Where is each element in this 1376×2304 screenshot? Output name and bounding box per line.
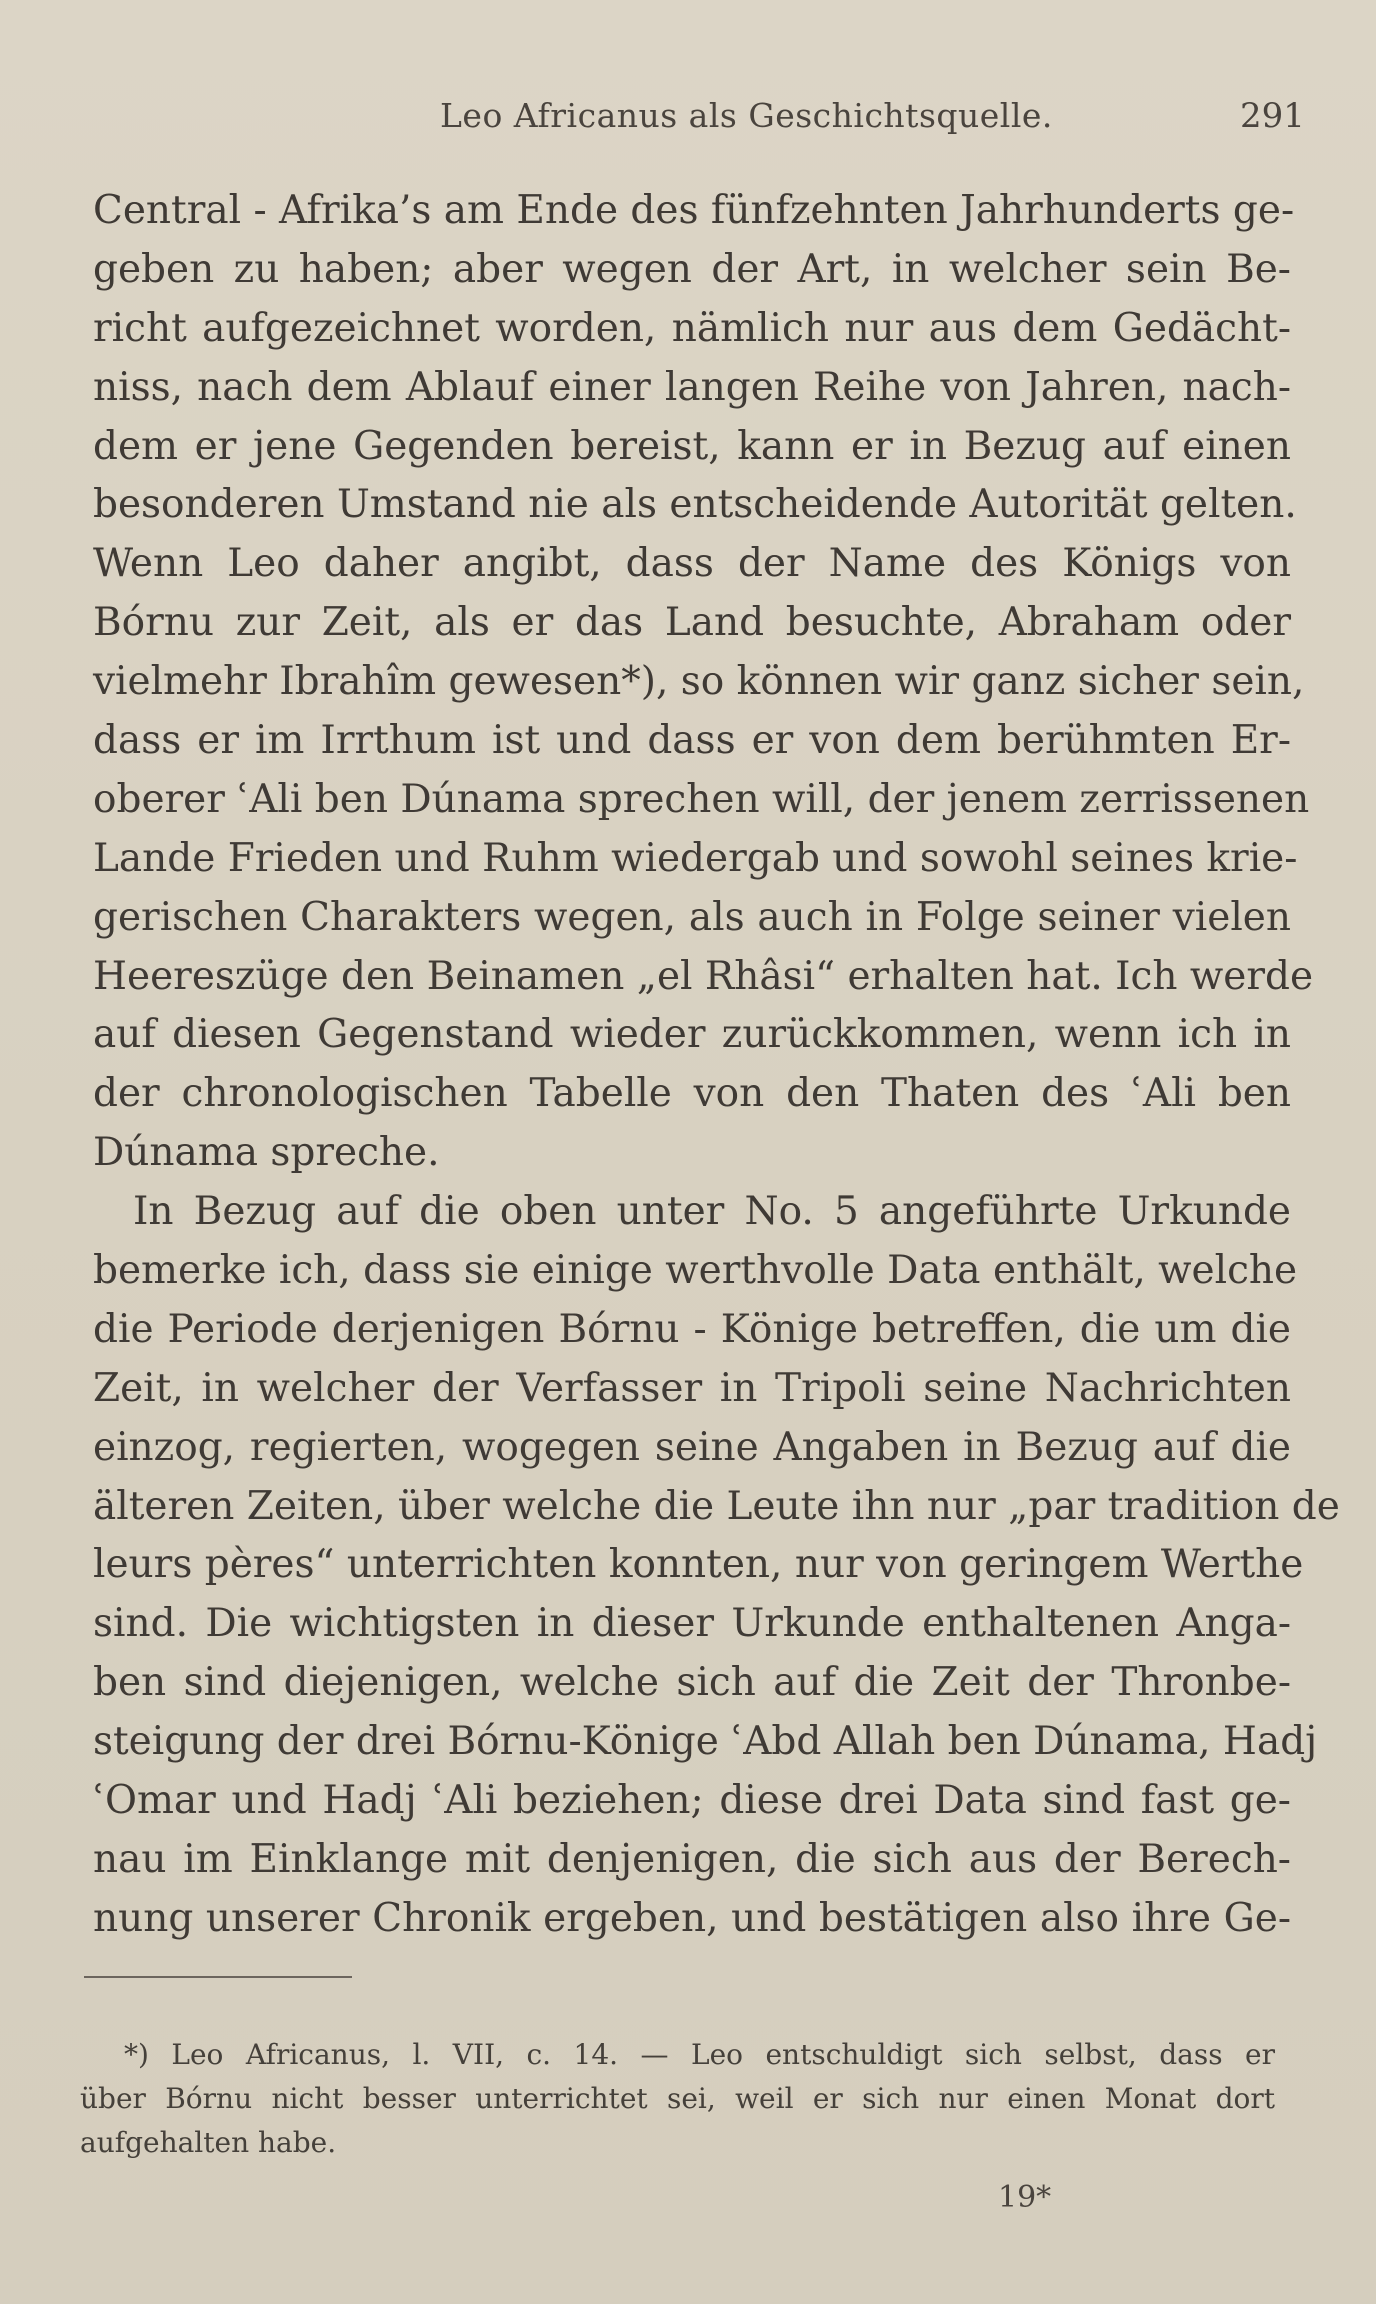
text-line: bemerke ich, dass sie einige werthvolle Data enthält, welche	[93, 1248, 1298, 1294]
text-line: besonderen Umstand nie als entscheidende Autorität gelten.	[93, 482, 1297, 528]
text-line: ʿOmar und Hadj ʿAli beziehen; diese drei Data sind fast ge-	[93, 1778, 1291, 1824]
text-line: Lande Frieden und Ruhm wiedergab und sowohl seines krie-	[93, 835, 1298, 881]
signature-mark: 19*	[998, 2180, 1052, 2215]
text-line: vielmehr Ibrahîm gewesen*), so können wir ganz sicher sein,	[93, 659, 1305, 705]
text-line: geben zu haben; aber wegen der Art, in welcher sein Be-	[93, 246, 1291, 292]
text-line: niss, nach dem Ablauf einer langen Reihe von Jahren, nach-	[93, 364, 1291, 410]
text-line: der chronologischen Tabelle von den Thaten des ʿAli ben	[93, 1071, 1291, 1117]
text-line: oberer ʿAli ben Dúnama sprechen will, der jenem zerrissenen	[93, 776, 1310, 822]
text-line: nung unserer Chronik ergeben, und bestätigen also ihre Ge-	[93, 1895, 1291, 1941]
text-line: Bórnu zur Zeit, als er das Land besuchte, Abraham oder	[93, 600, 1291, 646]
text-line: In Bezug auf die oben unter No. 5 angeführte Urkunde	[133, 1189, 1291, 1235]
running-title: Leo Africanus als Geschichtsquelle.	[440, 96, 1053, 135]
text-line: auf diesen Gegenstand wieder zurückkommen, wenn ich in	[93, 1012, 1291, 1058]
footnote-rule	[84, 1976, 352, 1978]
text-line: ben sind diejenigen, welche sich auf die Zeit der Thronbe-	[93, 1660, 1291, 1706]
text-line: Heereszüge den Beinamen „el Rhâsi“ erhalten hat. Ich werde	[93, 953, 1314, 999]
text-line: steigung der drei Bórnu-Könige ʿAbd Allah ben Dúnama, Hadj	[93, 1719, 1318, 1765]
footnote-line: *) Leo Africanus, l. VII, c. 14. — Leo entschuldigt sich selbst, dass er	[124, 2038, 1275, 2071]
text-line: Central - Afrika’s am Ende des fünfzehnten Jahrhunderts ge-	[93, 188, 1295, 233]
text-line: Wenn Leo daher angibt, dass der Name des Königs von	[93, 541, 1291, 587]
text-line: Dúnama spreche.	[93, 1130, 440, 1176]
text-line: leurs pères“ unterrichten konnten, nur von geringem Werthe	[93, 1542, 1304, 1588]
text-line: die Periode derjenigen Bórnu - Könige betreffen, die um die	[93, 1306, 1291, 1352]
text-line: älteren Zeiten, über welche die Leute ihn nur „par tradition de	[93, 1483, 1340, 1529]
text-line: gerischen Charakters wegen, als auch in Folge seiner vielen	[93, 894, 1291, 940]
page-number: 291	[1240, 96, 1305, 136]
text-line: Zeit, in welcher der Verfasser in Tripoli seine Nachrichten	[93, 1365, 1291, 1411]
text-line: nau im Einklange mit denjenigen, die sich aus der Berech-	[93, 1836, 1291, 1882]
text-line: einzog, regierten, wogegen seine Angaben in Bezug auf die	[93, 1424, 1291, 1470]
footnote-line: über Bórnu nicht besser unterrichtet sei, weil er sich nur einen Monat dort	[80, 2082, 1275, 2115]
footnote	[80, 2033, 1275, 2165]
footnote-line: aufgehalten habe.	[80, 2126, 337, 2159]
text-line: dass er im Irrthum ist und dass er von dem berühmten Er-	[93, 718, 1291, 764]
text-line: richt aufgezeichnet worden, nämlich nur aus dem Gedächt-	[93, 305, 1291, 351]
body-text	[93, 182, 1340, 1949]
text-line: dem er jene Gegenden bereist, kann er in Bezug auf einen	[93, 423, 1291, 469]
text-line: sind. Die wichtigsten in dieser Urkunde enthaltenen Anga-	[93, 1601, 1291, 1647]
